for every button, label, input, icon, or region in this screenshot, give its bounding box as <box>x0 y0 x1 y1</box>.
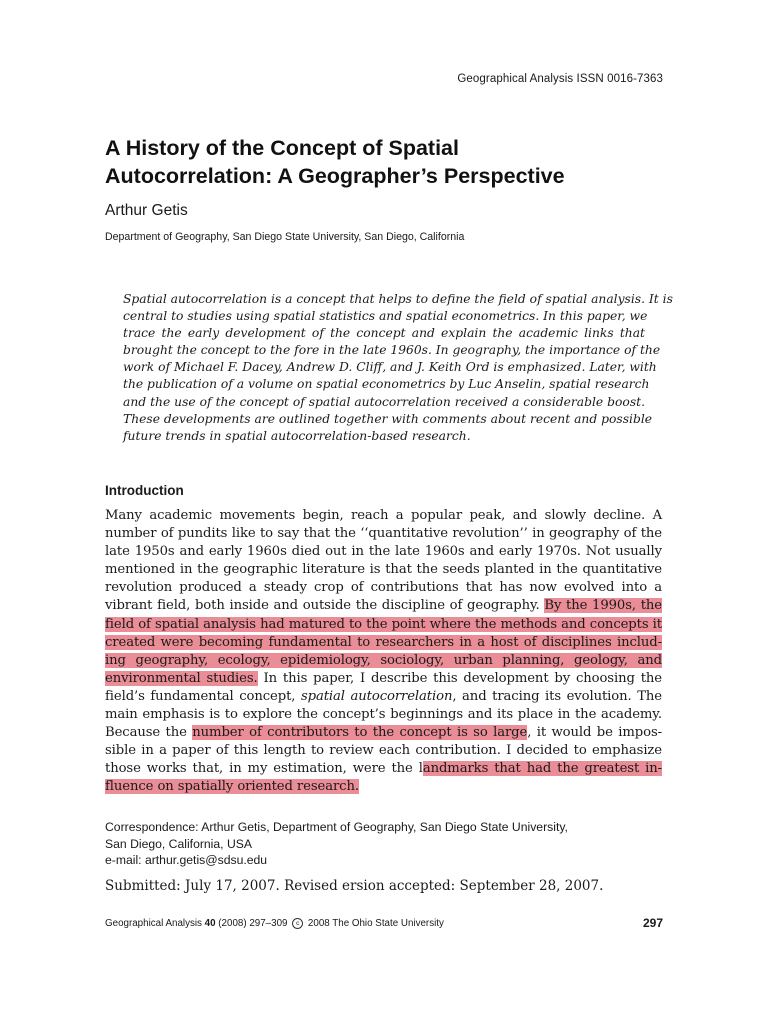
body-line: sible in a paper of this length to review each contribution. I decided to emphasize <box>105 743 662 759</box>
page-footer <box>105 918 444 929</box>
footer-publisher: 2008 The Ohio State University <box>305 918 444 930</box>
introduction-body <box>105 507 662 797</box>
abstract-line: work of Michael F. Dacey, Andrew D. Cliff, and J. Keith Ord is emphasized. Later, with <box>123 360 657 375</box>
abstract-line: the publication of a volume on spatial econometrics by Luc Anselin, spatial research <box>123 377 650 392</box>
correspondence-line: Correspondence: Arthur Getis, Department of Geography, San Diego State University, <box>105 820 568 834</box>
body-line <box>105 634 662 652</box>
abstract-line: trace the early development of the concept and explain the academic links that <box>123 326 645 341</box>
submission-dates: Submitted: July 17, 2007. Revised ersion accepted: September 28, 2007. <box>105 878 604 894</box>
footer-pages: (2008) 297–309 <box>215 918 291 930</box>
body-line <box>105 597 662 615</box>
highlight-contributors: number of contributors to the concept is so large <box>192 725 528 741</box>
body-text: In this paper, I describe this development by choosing the <box>257 670 662 686</box>
highlight-1990s: created were becoming fundamental to researchers in a host of disciplines includ- <box>105 634 662 650</box>
footer-journal: Geographical Analysis <box>105 918 205 930</box>
abstract-line: and the use of the concept of spatial autocorrelation received a considerable boost. <box>123 394 645 409</box>
body-text: Because the <box>105 725 193 741</box>
title-line-1: A History of the Concept of Spatial <box>105 136 459 160</box>
abstract <box>123 291 673 445</box>
body-text: , and tracing its evolution. The <box>452 688 662 704</box>
body-line: number of pundits like to say that the ‘‘quantitative revolution’’ in geography of the <box>105 526 662 542</box>
footer-volume: 40 <box>204 918 216 930</box>
abstract-line: central to studies using spatial statistics and spatial econometrics. In this paper, we <box>123 309 648 324</box>
abstract-line: Spatial autocorrelation is a concept that helps to define the field of spatial analysis. It is <box>123 292 673 306</box>
body-text: field’s fundamental concept, <box>105 688 301 704</box>
article-title <box>105 134 565 190</box>
highlight-landmarks: andmarks that had the greatest in- <box>422 761 662 777</box>
body-line: revolution produced a steady crop of contributions that has now evolved into a <box>105 580 662 596</box>
highlight-1990s: environmental studies. <box>105 670 258 686</box>
body-text: vibrant field, both inside and outside the discipline of geography. <box>105 598 545 614</box>
title-line-2: Autocorrelation: A Geographer’s Perspective <box>105 164 565 188</box>
body-line <box>105 760 662 778</box>
body-line: main emphasis is to explore the concept’s beginnings and its place in the academy. <box>105 707 662 723</box>
abstract-line: future trends in spatial autocorrelation-based research. <box>123 428 471 443</box>
correspondence-line: San Diego, California, USA <box>105 836 252 851</box>
body-line <box>105 616 662 634</box>
abstract-line: brought the concept to the fore in the late 1960s. In geography, the importance of the <box>123 343 661 358</box>
body-line <box>105 724 662 742</box>
journal-header: Geographical Analysis ISSN 0016-7363 <box>457 73 663 85</box>
page-number: 297 <box>642 916 663 930</box>
highlight-1990s: By the 1990s, the <box>544 598 663 614</box>
body-line <box>105 670 662 688</box>
body-text: those works that, in my estimation, were the l <box>105 761 423 777</box>
body-line: late 1950s and early 1960s died out in the late 1960s and early 1970s. Not usually <box>105 544 662 560</box>
author-affiliation: Department of Geography, San Diego State University, San Diego, California <box>105 231 465 243</box>
highlight-landmarks: fluence on spatially oriented research. <box>105 779 359 795</box>
section-heading-introduction: Introduction <box>105 483 184 498</box>
body-line <box>105 688 662 706</box>
author-name: Arthur Getis <box>105 202 188 219</box>
body-line <box>105 652 662 670</box>
highlight-1990s: field of spatial analysis had matured to the point where the methods and concepts it <box>105 616 662 632</box>
body-line: Many academic movements begin, reach a popular peak, and slowly decline. A <box>105 508 662 523</box>
emphasis-term: spatial autocorrelation <box>300 688 453 704</box>
highlight-1990s: ing geography, ecology, epidemiology, sociology, urban planning, geology, and <box>105 652 662 668</box>
correspondence-email: e-mail: arthur.getis@sdsu.edu <box>105 853 268 867</box>
abstract-line: These developments are outlined together with comments about recent and possible <box>123 411 653 426</box>
body-line <box>105 778 662 796</box>
body-line: mentioned in the geographic literature is that the seeds planted in the quantitative <box>105 562 662 578</box>
copyright-icon: c <box>292 918 303 929</box>
correspondence-block <box>105 819 568 869</box>
body-text: , it would be impos- <box>527 725 663 741</box>
